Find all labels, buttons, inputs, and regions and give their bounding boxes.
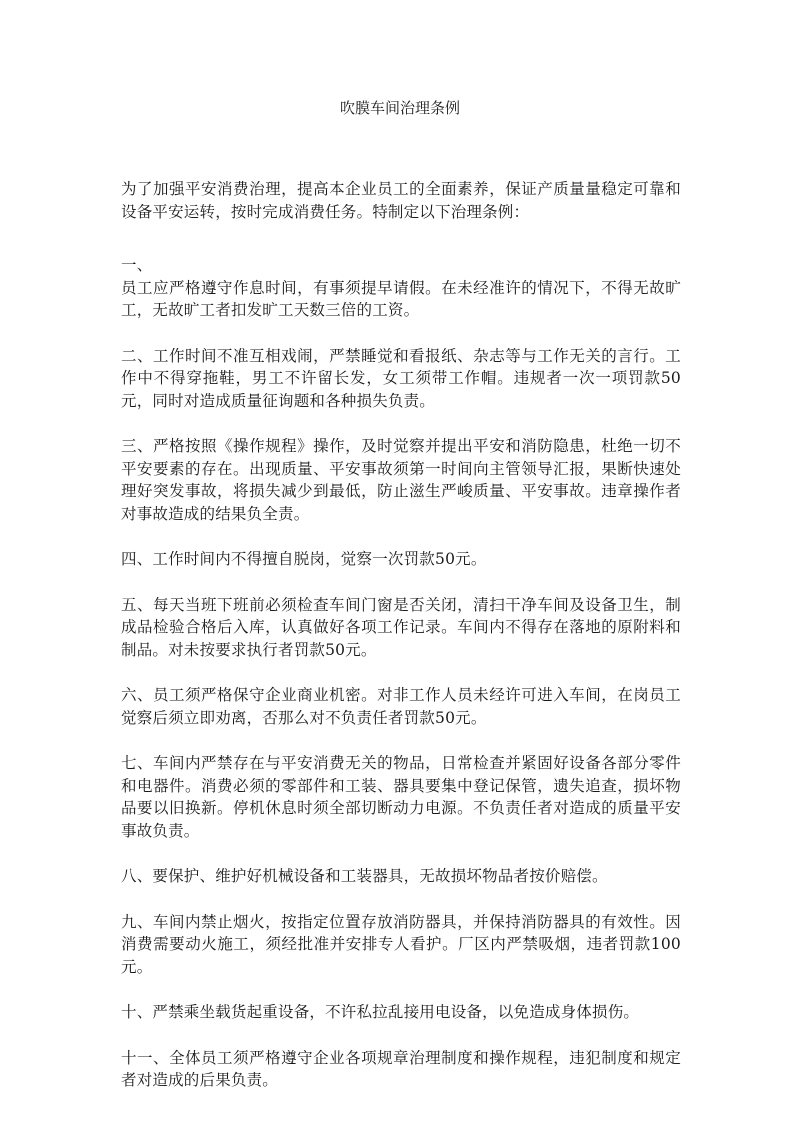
clause-3: 三、严格按照《操作规程》操作，及时觉察并提出平安和消防隐患，杜绝一切不平安要素的存在。出现质量、平安事故须第一时间向主管领导汇报，果断快速处理好突发事故，将损失减少到最低，防止滋生严峻质量、平安事故。违章操作者对事故造成的结果负全责。 xyxy=(121,437,681,523)
clause-6: 六、员工须严格保守企业商业机密。对非工作人员未经许可进入车间，在岗员工觉察后须立即劝离，否那么对不负责任者罚款50元。 xyxy=(121,686,681,727)
clause-4: 四、工作时间内不得擅自脱岗，觉察一次罚款50元。 xyxy=(121,550,487,568)
clause-11: 十一、全体员工须严格遵守企业各项规章治理制度和操作规程，违犯制度和规定者对造成的后果负责。 xyxy=(121,1048,681,1089)
clause-9: 九、车间内禁止烟火，按指定位置存放消防器具，并保持消防器具的有效性。因消费需要动火施工，须经批准并安排专人看护。厂区内严禁吸烟，违者罚款100元。 xyxy=(121,912,681,976)
intro-paragraph: 为了加强平安消费治理，提高本企业员工的全面素养，保证产质量量稳定可靠和设备平安运转，按时完成消费任务。特制定以下治理条例： xyxy=(121,180,681,221)
clause-1-number: 一、 xyxy=(121,256,153,274)
document-title: 吹膜车间治理条例 xyxy=(339,99,460,117)
document-body xyxy=(121,178,681,1115)
clause-10: 十、严禁乘坐载货起重设备，不许私拉乱接用电设备，以免造成身体损伤。 xyxy=(121,1003,640,1021)
clause-2: 二、工作时间不准互相戏闹，严禁睡觉和看报纸、杂志等与工作无关的言行。工作中不得穿拖鞋，男工不许留长发，女工须带工作帽。违规者一次一项罚款50元，同时对造成质量征询题和各种损失负责。 xyxy=(121,346,681,410)
clause-7: 七、车间内严禁存在与平安消费无关的物品，日常检查并紧固好设备各部分零件和电器件。消费必须的零部件和工装、器具要集中登记保管，遗失追查，损坏物品要以旧换新。停机休息时须全部切断动力电源。不负责任者对造成的质量平安事故负责。 xyxy=(121,754,681,840)
clause-8: 八、要保护、维护好机械设备和工装器具，无故损坏物品者按价赔偿。 xyxy=(121,867,608,885)
clause-5: 五、每天当班下班前必须检查车间门窗是否关闭，清扫干净车间及设备卫生，制成品检验合格后入库，认真做好各项工作记录。车间内不得存在落地的原附料和制品。对未按要求执行者罚款50元。 xyxy=(121,595,681,659)
clause-1 xyxy=(121,254,681,322)
clause-1-text: 员工应严格遵守作息时间，有事须提早请假。在未经准许的情况下，不得无故旷工，无故旷工者扣发旷工天数三倍的工资。 xyxy=(121,278,681,319)
